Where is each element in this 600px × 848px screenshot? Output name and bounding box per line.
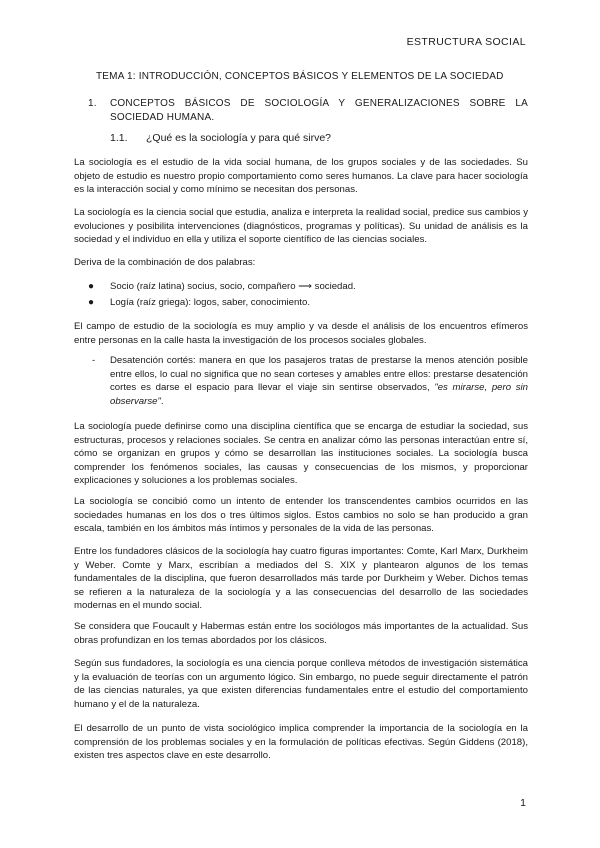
bullet-icon: ● <box>88 297 95 308</box>
subsection-number: 1.1. <box>110 132 128 144</box>
dash-quote: "es mirarse, pero sin observarse" <box>110 382 528 407</box>
paragraph-discipline: La sociología puede definirse como una disciplina científica que se encarga de estudiar la sociedad, sus estructuras, procesos y relaciones sociales. Se centra en analizar cómo las personas interactúan entre sí, cómo se organizan en grupos y cómo se desarrollan las instituciones sociales. La sociología busca comprender los fenómenos sociales, las causas y consecuencias de los mismos, y proporcionar explicaciones y soluciones a los problemas sociales. <box>74 421 528 486</box>
paragraph-etymology-intro: Deriva de la combinación de dos palabras: <box>74 257 256 268</box>
paragraph-origins: La sociología se concibió como un intento de entender los transcendentes cambios ocurridos en las sociedades humanas en los dos o tres últimos siglos. Estos cambios no solo se han producido a gran escala, también en los ámbitos más íntimos y personales de la vida de las personas. <box>74 496 528 534</box>
paragraph-definition: La sociología es el estudio de la vida social humana, de los grupos sociales y de las sociedades. Su objeto de estudio es nuestro propio comportamiento como seres humanos. La clave para hacer sociología es la interacción social y como mínimo se necesitan dos personas. <box>74 157 528 195</box>
paragraph-viewpoint: El desarrollo de un punto de vista sociológico implica comprender la importancia de la sociología en la comprensión de los problemas sociales y en la formulación de políticas efectivas. Según Giddens (2018), existen tres aspectos clave en este desarrollo. <box>74 723 528 761</box>
dash-item <box>92 354 528 408</box>
page-number: 1 <box>520 797 526 809</box>
dash-text: Desatención cortés: manera en que los pasajeros tratas de prestarse la menos atención posible entre ellos, lo cual no significa que no sean corteses y amables entre ellos: prestarse desatención cortes es darse el espacio para llevar el viaje sin sentirse observados, <box>110 355 528 393</box>
bullet-item <box>88 296 310 310</box>
section-number: 1. <box>88 98 97 109</box>
paragraph-science: Según sus fundadores, la sociología es una ciencia porque conlleva métodos de investigación sistemática y la evaluación de teorías con un argumento lógico. Sin embargo, no puede seguir directamente el patrón de las ciencias naturales, ya que existen diferencias fundamentales entre el estudio del comportamiento humano y el de la naturaleza. <box>74 658 528 710</box>
paragraph-founders: Entre los fundadores clásicos de la sociología hay cuatro figuras importantes: Comte, Karl Marx, Durkheim y Weber. Comte y Marx, escribían a mediados del S. XIX y plantearon algunos de los temas fundamentales de la disciplina, que fueron desarrollados más tarde por Durkheim y Weber. Dichos temas se refieren a la naturaleza de la sociología y a las consecuencias del desarrollo de las sociedades modernas en el mundo social. <box>74 546 528 611</box>
dash-body <box>110 354 528 408</box>
subsection-heading <box>110 132 331 144</box>
paragraph-contemporary: Se considera que Foucault y Habermas están entre los sociólogos más importantes de la actualidad. Sus obras profundizan en los temas abordados por los clásicos. <box>74 621 528 646</box>
bullet-icon: ● <box>88 281 95 292</box>
chapter-title: TEMA 1: INTRODUCCIÓN, CONCEPTOS BÁSICOS Y ELEMENTOS DE LA SOCIEDAD <box>96 71 504 82</box>
section-heading <box>88 97 528 125</box>
dash-end: . <box>160 395 164 407</box>
section-text: CONCEPTOS BÁSICOS DE SOCIOLOGÍA Y GENERALIZACIONES SOBRE LA SOCIEDAD HUMANA. <box>110 98 528 123</box>
bullet-item <box>88 280 356 294</box>
bullet-text: Logía (raíz griega): logos, saber, conocimiento. <box>110 297 310 308</box>
bullet-text: Socio (raíz latina) socius, socio, compañero ⟶ sociedad. <box>110 281 356 292</box>
subsection-text: ¿Qué es la sociología y para qué sirve? <box>146 132 332 144</box>
paragraph-field: El campo de estudio de la sociología es muy amplio y va desde el análisis de los encuentros efímeros entre personas en la calle hasta la investigación de los procesos sociales globales. <box>74 321 528 346</box>
running-header: ESTRUCTURA SOCIAL <box>406 36 526 48</box>
paragraph-social-science: La sociología es la ciencia social que estudia, analiza e interpreta la realidad social, predice sus cambios y evoluciones y posibilita intervenciones (diagnósticos, programas y políticas). Su unidad de análisis es la sociedad y el individuo en ella y utiliza el soporte científico de las ciencias sociales. <box>74 207 528 245</box>
dash-marker: - <box>92 355 96 366</box>
